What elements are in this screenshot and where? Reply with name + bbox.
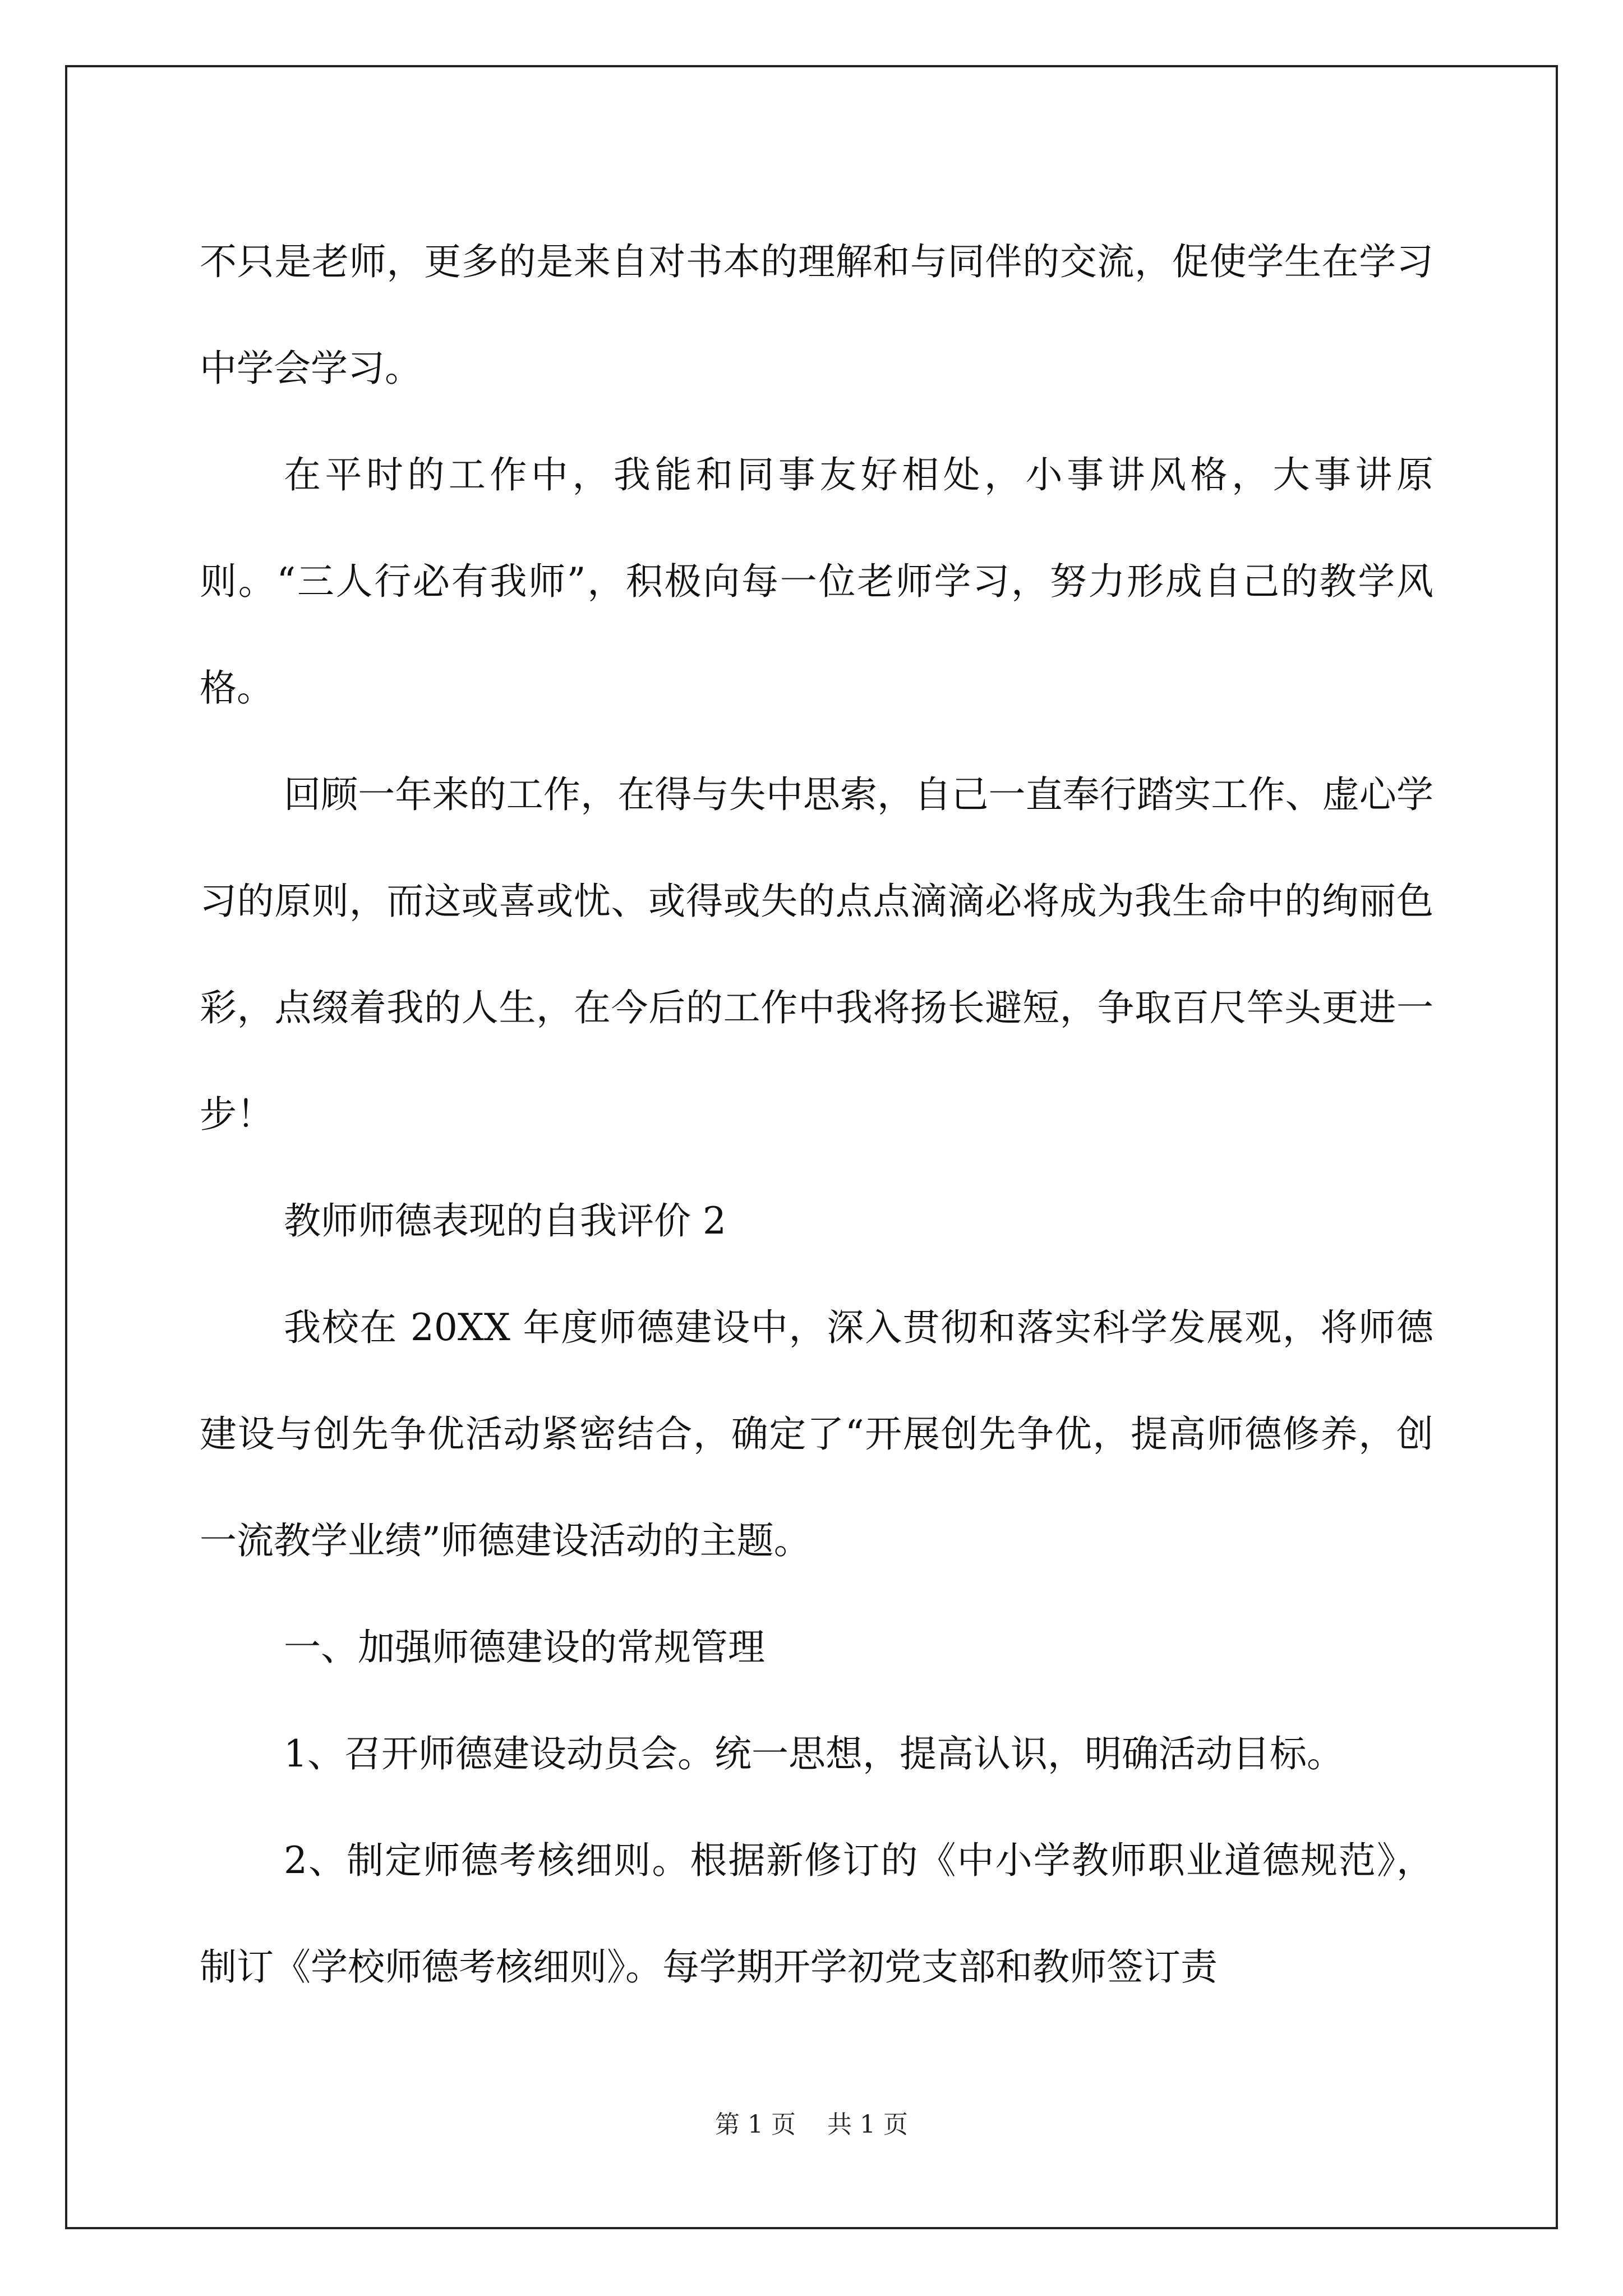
list-item-2: 2、制定师德考核细则。根据新修订的《中小学教师职业道德规范》，制订《学校师德考核细则》。每学期开学初党支部和教师签订责 (200, 1839, 1433, 1989)
page-footer (0, 2108, 1623, 2142)
paragraph-1: 不只是老师，更多的是来自对书本的理解和与同伴的交流，促使学生在学习中学会学习。 (200, 240, 1433, 390)
paragraph-3: 回顾一年来的工作，在得与失中思索，自己一直奉行踏实工作、虚心学习的原则，而这或喜或忧、或得或失的点点滴滴必将成为我生命中的绚丽色彩，点缀着我的人生，在今后的工作中我将扬长避短，争取百尺竿头更进一步！ (200, 773, 1433, 1136)
paragraph-5: 我校在 20XX 年度师德建设中，深入贯彻和落实科学发展观，将师德建设与创先争优活动紧密结合，确定了“开展创先争优，提高师德修养，创一流教学业绩”师德建设活动的主题。 (200, 1306, 1433, 1562)
list-item-1: 1、召开师德建设动员会。统一思想，提高认识，明确活动目标。 (284, 1732, 1344, 1775)
page-number-current: 第 1 页 (715, 2110, 796, 2139)
paragraph-2: 在平时的工作中，我能和同事友好相处，小事讲风格，大事讲原则。“三人行必有我师”，积极向每一位老师学习，努力形成自己的教学风格。 (200, 453, 1433, 710)
document-body (200, 209, 1433, 2021)
heading-one: 一、加强师德建设的常规管理 (284, 1626, 765, 1669)
page-number-total: 共 1 页 (827, 2110, 908, 2139)
section-title: 教师师德表现的自我评价 2 (284, 1199, 726, 1243)
